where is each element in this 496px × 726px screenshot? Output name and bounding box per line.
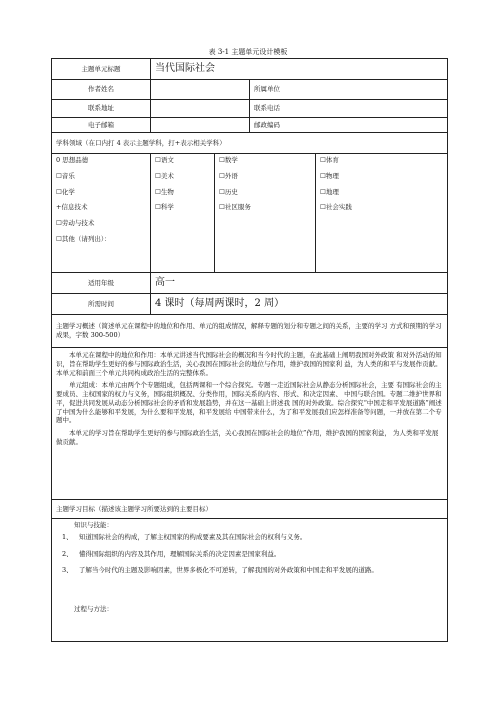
subject-item: 0 思想品德 [56,156,89,164]
subject-item: ☐音乐 [56,171,75,180]
grade-value: 高一 [151,273,448,294]
subject-item: ☐生物 [155,187,174,196]
subject-item: ☐科学 [155,203,174,212]
overview-header: 主题学习概述（简述单元在课程中的地位和作用、单元的组成情况，解释专题的划分和专题之间的关系，主要的学习 方式和预期的学习成果，字数 300-500） [52,315,448,348]
overview-paragraph: 本单元在课程中的地位和作用：本单元讲述当代国际社会的概况和当今时代的主题，在此基础上阐明我国对外政策 和对外活动的知识，旨在帮助学生更好的参与国际政治生活，关心我国在国际社会的地位与作用，维护我国的国家利 益，为人类的和平与发展作贡献。本单元和前面三个单元共同构成政治生活的完整体系。 [56,351,442,377]
subject-item: ☐地理 [320,187,339,196]
phone-label: 联系电话 [250,100,448,118]
knowledge-label: 知识与技能： [74,521,113,529]
goal-number: 1、 [62,532,73,541]
subject-item: ☐其他（请列出）： [56,234,111,243]
subject-item: ☐历史 [219,187,238,196]
goals-header: 主题学习目标（描述该主题学习所要达到的主要目标） [52,500,448,519]
subject-column-3 [215,154,316,273]
grade-label: 适用年级 [52,273,151,294]
goal-text: 懂得国际组织的内容及其作用，理解国际关系的决定因素是国家利益。 [78,549,281,558]
topic-value: 当代国际社会 [151,59,448,80]
overview-paragraph: 本单元的学习旨在帮助学生更好的参与国际政治生活，关心我国在国际社会的地位”作用，维护我国的国家利益， 为人类和平发展做贡献。 [56,429,439,446]
subject-item: ☐劳动与技术 [56,219,95,228]
email-value [151,118,250,133]
overview-paragraph: 单元组成：本单元由两个个专题组成，包括两课和一个综合探究。专题一走近国际社会从静态分析国际社会，主要 有国际社会的主要成员、主权国家的权力与义务，国际组织概况、分类作用，国际关系的内容、形式、和决定因素、 中国与联合国。专题二维护世界和平，促进共同发展从动态分析国际社会的矛盾和发展趋势，并在这一基础上讲述我 国的对外政策。综合探究“中国走和平发展道路”阐述了中国为什么能够和平发展，为什么要和平发展，和平发展给 中国带来什么，为了和平发展我们应怎样准备等问题，一并放在第二个专题中。 [56,381,442,425]
author-value [151,80,250,100]
goal-item [62,533,443,542]
goal-number: 2、 [62,549,73,558]
subject-column-4 [316,154,448,273]
process-label: 过程与方法： [74,605,113,614]
unit-design-table [51,58,448,642]
subject-item: ☐社会实践 [320,203,352,212]
subject-field-header: 学科领域（在口内打 4 表示主题学科，打+表示相关学科） [52,133,448,154]
goal-number: 3、 [62,566,73,575]
topic-label: 主题单元标题 [52,59,151,80]
subject-item: ☐社区服务 [219,203,251,212]
goal-item [62,550,443,559]
goals-body [52,519,448,642]
goal-text: 了解当今时代的主题及影响因素，世界多极化不可逆转，了解我国的对外政策和中国走和平发展的道路。 [78,566,378,575]
address-value [151,100,250,118]
time-value: 4 课时（每周两课时，2 周） [151,294,448,315]
goal-text: 知道国际社会的构成，了解主权国家的构成要素及其在国际社会的权利与义务。 [78,532,307,541]
subject-item: ☐体育 [320,156,339,164]
subject-item: ☐语文 [155,156,174,164]
subject-item: +信息技术 [56,203,88,212]
goal-item [62,566,443,575]
subject-column-2 [151,154,215,273]
subject-item: ☐物理 [320,171,339,180]
time-label: 所需时间 [52,294,151,315]
subject-item: ☐外语 [219,171,238,180]
subject-item: ☐化学 [56,187,75,196]
address-label: 联系地址 [52,100,151,118]
overview-body [52,348,448,500]
unit-label: 所属单位 [250,80,448,100]
postal-label: 邮政编码 [250,118,448,133]
subject-item: ☐数学 [219,156,238,164]
email-label: 电子邮箱 [52,118,151,133]
subject-item: ☐美术 [155,171,174,180]
subject-column-1 [52,154,151,273]
table-caption: 表 3-1 主题单元设计模板 [208,48,288,56]
author-label: 作者姓名 [52,80,151,100]
